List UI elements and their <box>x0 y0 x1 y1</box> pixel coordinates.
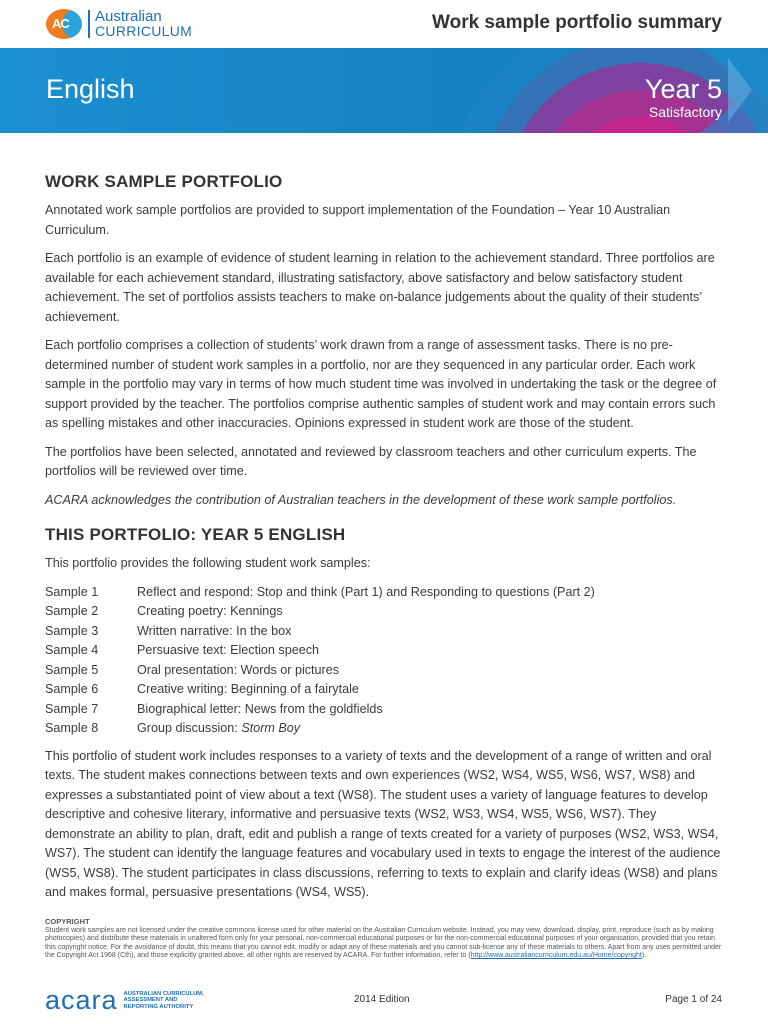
main-content <box>45 172 725 912</box>
sample-row <box>45 719 595 739</box>
sample-desc-container <box>137 719 595 739</box>
sample-label: Sample 7 <box>45 701 99 716</box>
logo-line1: Australian <box>95 8 162 25</box>
acara-wordmark: acara <box>45 985 118 1015</box>
page-number: Page 1 of 24 <box>665 994 722 1005</box>
section-heading-this-portfolio: THIS PORTFOLIO: YEAR 5 ENGLISH <box>45 525 346 544</box>
achievement-level: Satisfactory <box>648 104 722 120</box>
document-title: Work sample portfolio summary <box>432 12 722 33</box>
logo-line2: CURRICULUM <box>95 23 193 39</box>
paragraph: The portfolios have been selected, annotated and reviewed by classroom teachers and other curriculum experts. The portfolios will be reviewed over time. <box>45 444 697 478</box>
copyright-close: ). <box>641 952 647 960</box>
sample-desc: Creative writing: Beginning of a fairytale <box>137 682 359 696</box>
subject-banner <box>0 48 768 133</box>
sample-label: Sample 3 <box>45 623 99 638</box>
australian-curriculum-logo <box>46 9 192 39</box>
copyright-link[interactable]: http://www.australiancurriculum.edu.au/Home/copyright <box>470 952 642 960</box>
sample-desc: Written narrative: In the box <box>137 623 292 638</box>
sample-label: Sample 8 <box>45 721 99 735</box>
acara-line2: ASSESSMENT AND <box>123 997 178 1004</box>
samples-intro: This portfolio provides the following student work samples: <box>45 556 371 570</box>
acknowledgement: ACARA acknowledges the contribution of Australian teachers in the development of these work sample portfolios. <box>45 492 677 507</box>
copyright-heading: COPYRIGHT <box>45 917 90 926</box>
sample-desc: Reflect and respond: Stop and think (Part 1) and Responding to questions (Part 2) <box>137 584 595 599</box>
acara-line3: REPORTING AUTHORITY <box>123 1003 194 1010</box>
sample-row <box>45 661 595 681</box>
sample-row <box>45 680 595 700</box>
logo-wordmark <box>88 10 192 38</box>
copyright-notice <box>45 918 725 961</box>
paragraph: Annotated work sample portfolios are provided to support implementation of the Foundation – Year 10 Australian Curriculum. <box>45 203 671 237</box>
acara-logo <box>45 985 204 1016</box>
sample-label: Sample 6 <box>45 682 99 696</box>
sample-desc-title: Storm Boy <box>241 721 301 735</box>
sample-label: Sample 4 <box>45 643 99 657</box>
copyright-text: Student work samples are not licensed under the creative commons license used for other material on the Australian Curriculum website. Instead, you may view, download, display, print, reproduce (such as by making photocopies) and distribute these materials in unaltered form only for your personal, non-commercial educational purposes or for the non-commercial educational purposes of your organisation, provided that you retain this copyright notice. For the avoidance of doubt, this means that you cannot edit, modify or adapt any of these materials and you cannot sub-license any of these materials to others. Apart from any uses permitted under the Copyright Act 1968 (Cth), and those explicitly granted above, all other rights are reserved by ACARA. For further information, refer to ( <box>45 926 722 960</box>
acara-full-name <box>124 991 204 1011</box>
year-level: Year 5 <box>644 74 722 104</box>
sample-desc: Biographical letter: News from the goldfields <box>137 701 383 716</box>
paragraph: Each portfolio is an example of evidence of student learning in relation to the achievement standard. Three portfolios are available for each achievement standard, illustrating satisfactory, above satisfactory and below satisfactory student achievement. The set of portfolios assists teachers to make on-balance judgements about the quality of their students’ achievement. <box>45 251 715 324</box>
subject-title: English <box>46 74 135 104</box>
sample-desc: Oral presentation: Words or pictures <box>137 662 340 677</box>
paragraph: Each portfolio comprises a collection of students’ work drawn from a range of assessment tasks. There is no pre-determined number of student work samples in a portfolio, nor are they sequenced in any particular order. Each work sample in the portfolio may vary in terms of how much student time was involved in undertaking the task or the degree of support provided by the teacher. The portfolios comprise authentic samples of student work and may contain errors such as spelling mistakes and other inaccuracies. Opinions expressed in student work are those of the student. <box>45 338 717 430</box>
sample-row <box>45 700 595 720</box>
sample-label: Sample 5 <box>45 662 99 677</box>
sample-desc: Creating poetry: Kennings <box>137 604 283 618</box>
logo-badge-text: AC <box>52 16 69 31</box>
sample-row <box>45 583 595 603</box>
sample-label: Sample 2 <box>45 604 99 618</box>
samples-list <box>45 583 595 739</box>
edition-label: 2014 Edition <box>354 994 410 1005</box>
sample-row <box>45 641 595 661</box>
acara-line1: AUSTRALIAN CURRICULUM, <box>123 990 204 997</box>
ac-logo-icon <box>46 9 82 39</box>
sample-desc: Persuasive text: Election speech <box>137 643 320 657</box>
sample-row <box>45 602 595 622</box>
portfolio-summary: This portfolio of student work includes responses to a variety of texts and the development of a range of written and oral texts. The student makes connections between texts and own experiences (WS2, WS4, WS5, WS6, WS7, WS8) and expresses a substantiated point of view about a text (WS8). The student uses a variety of language features to develop descriptive and cohesive literary, informative and persuasive texts (WS2, WS3, WS4, WS5, WS6, WS7). They demonstrate an ability to plan, draft, edit and publish a range of texts created for a variety of purposes (WS2, WS3, WS4, WS7). The student can identify the language features and vocabulary used in texts to engage the interest of the audience (WS5, WS8). The student participates in class discussions, referring to texts to explain and clarify ideas (WS8) and plans and makes formal, persuasive presentations (WS4, WS5). <box>45 748 721 899</box>
sample-row <box>45 622 595 642</box>
sample-desc: Group discussion: <box>137 721 242 735</box>
page-header <box>0 0 768 48</box>
sample-label: Sample 1 <box>45 584 99 599</box>
section-heading-work-sample-portfolio: WORK SAMPLE PORTFOLIO <box>45 172 283 191</box>
page-footer <box>0 985 768 1015</box>
